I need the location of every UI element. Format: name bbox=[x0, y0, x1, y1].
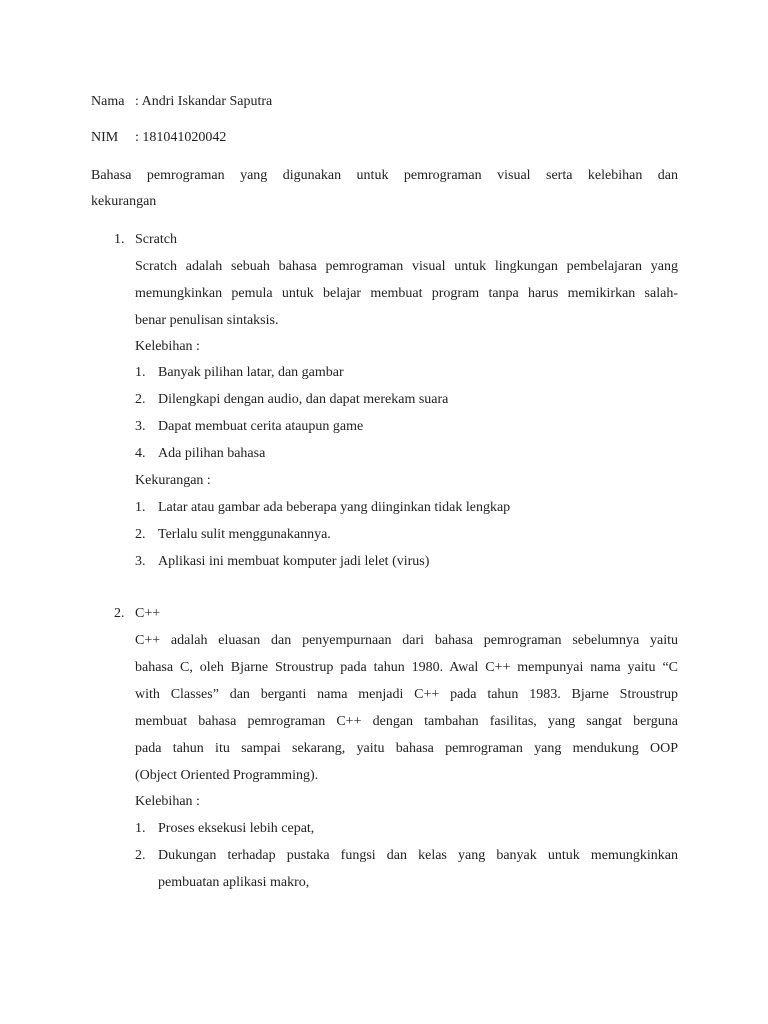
section-description-line: pada tahun itu sampai sekarang, yaitu bahasa pemrograman yang mendukung OOP bbox=[135, 741, 678, 756]
section-description-line: memungkinkan pemula untuk belajar membuat program tanpa harus memikirkan salah- bbox=[135, 286, 678, 301]
section-description-line: bahasa C, oleh Bjarne Stroustrup pada tahun 1980. Awal C++ mempunyai nama yaitu “C bbox=[135, 660, 678, 675]
list-item-continuation: pembuatan aplikasi makro, bbox=[158, 875, 310, 890]
section-description-line: (Object Oriented Programming). bbox=[135, 768, 319, 783]
list-item: Dukungan terhadap pustaka fungsi dan kelas yang banyak untuk memungkinkan bbox=[158, 848, 678, 863]
list-item: Aplikasi ini membuat komputer jadi lelet (virus) bbox=[158, 554, 430, 569]
pros-label: Kelebihan : bbox=[135, 794, 200, 809]
list-item-number: 4. bbox=[135, 446, 146, 461]
pros-label: Kelebihan : bbox=[135, 339, 200, 354]
section-description-line: membuat bahasa pemrograman C++ dengan tambahan fasilitas, yang sangat berguna bbox=[135, 714, 678, 729]
list-item-number: 1. bbox=[135, 500, 146, 515]
cons-label: Kekurangan : bbox=[135, 473, 211, 488]
section-description-line: with Classes” dan berganti nama menjadi C++ pada tahun 1983. Bjarne Stroustrup bbox=[135, 687, 678, 702]
section-description-line: benar penulisan sintaksis. bbox=[135, 313, 279, 328]
list-item-number: 1. bbox=[135, 365, 146, 380]
nim-label: NIM bbox=[91, 130, 119, 145]
list-item-number: 3. bbox=[135, 554, 146, 569]
intro-line-1: Bahasa pemrograman yang digunakan untuk pemrograman visual serta kelebihan dan bbox=[91, 168, 678, 183]
section-title: C++ bbox=[135, 606, 161, 621]
section-description-line: Scratch adalah sebuah bahasa pemrograman visual untuk lingkungan pembelajaran yang bbox=[135, 259, 678, 274]
list-item: Banyak pilihan latar, dan gambar bbox=[158, 365, 344, 380]
list-item: Dapat membuat cerita ataupun game bbox=[158, 419, 364, 434]
section-title: Scratch bbox=[135, 232, 177, 247]
list-item: Ada pilihan bahasa bbox=[158, 446, 266, 461]
list-item-number: 2. bbox=[135, 848, 146, 863]
list-item: Proses eksekusi lebih cepat, bbox=[158, 821, 315, 836]
section-number: 2. bbox=[114, 606, 125, 621]
name-label: Nama bbox=[91, 94, 125, 109]
section-number: 1. bbox=[114, 232, 125, 247]
list-item-number: 2. bbox=[135, 527, 146, 542]
list-item: Latar atau gambar ada beberapa yang diinginkan tidak lengkap bbox=[158, 500, 511, 515]
list-item: Dilengkapi dengan audio, dan dapat merekam suara bbox=[158, 392, 449, 407]
list-item-number: 1. bbox=[135, 821, 146, 836]
section-description-line: C++ adalah eluasan dan penyempurnaan dari bahasa pemrograman sebelumnya yaitu bbox=[135, 633, 678, 648]
list-item-number: 2. bbox=[135, 392, 146, 407]
nim-value: : 181041020042 bbox=[135, 130, 227, 145]
list-item-number: 3. bbox=[135, 419, 146, 434]
list-item: Terlalu sulit menggunakannya. bbox=[158, 527, 331, 542]
name-value: : Andri Iskandar Saputra bbox=[135, 94, 273, 109]
intro-line-2: kekurangan bbox=[91, 194, 157, 209]
